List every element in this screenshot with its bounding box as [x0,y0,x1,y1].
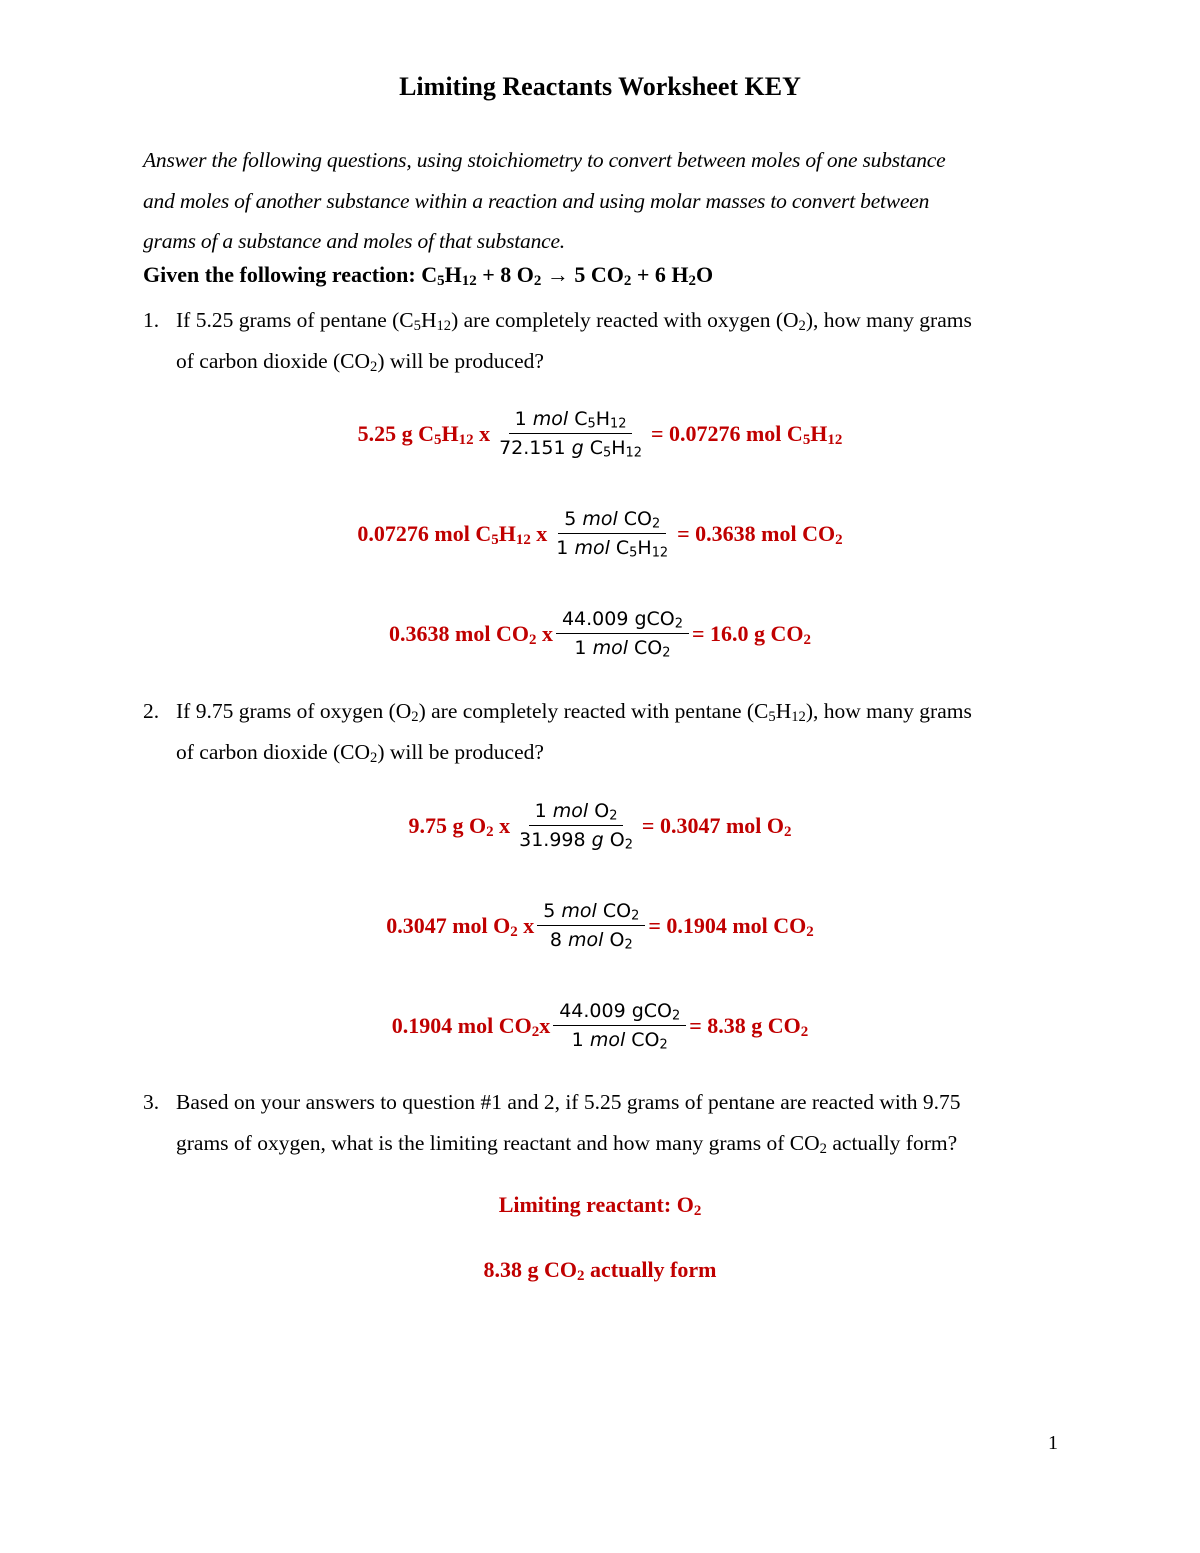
step-result: = 0.1904 mol $CO_2$ [648,912,814,940]
instructions [143,140,1063,262]
question-number: 3. [143,1090,160,1114]
question-number: 2. [143,699,160,723]
question-text-line: Based on your answers to question #1 and 2, if 5.25 grams of pentane are reacted with 9.75 [176,1090,961,1114]
question-2 [143,691,1063,772]
step-lhs: 0.3047 mol $O_2$ x [386,912,535,940]
fraction-denominator: 72.151 g $C_5H_{12}$ [499,437,642,461]
instructions-line: grams of a substance and moles of that substance. [143,229,565,253]
step-lhs: 0.07276 mol $C_5H_{12}$ x [357,520,548,548]
step-result: = 8.38 g $CO_2$ [689,1012,809,1040]
question-number: 1. [143,308,160,332]
step-result: = 0.3638 mol $CO_2$ [677,520,843,548]
q1-step-3 [0,608,1200,659]
conversion-fraction [553,1000,686,1051]
question-text-line: of carbon dioxide $(CO_2)$ will be produced? [176,739,544,766]
fraction-numerator: 5 mol $CO_2$ [558,508,666,534]
instructions-line: Answer the following questions, using stoichiometry to convert between moles of one substance [143,148,946,172]
conversion-fraction [550,508,674,559]
fraction-denominator: 31.998 g $O_2$ [519,829,633,853]
given-equation: $C_5H_{12} + 8$ $O_2 \to 5$ $CO_2 + 6$ $H_2O$ [421,262,714,289]
step-lhs: 9.75 g $O_2$ x [408,812,511,840]
page-title: Limiting Reactants Worksheet KEY [399,72,801,101]
fraction-denominator: 8 mol $O_2$ [549,929,633,953]
step-lhs: 0.1904 mol $CO_2x$ [391,1012,551,1040]
conversion-fraction [537,900,645,951]
fraction-numerator: 44.009 gCO$_2$ [556,608,689,634]
limiting-reactant-answer: Limiting reactant: $O_2$ [498,1192,702,1219]
q1-step-1 [0,408,1200,459]
question-text-line: If 5.25 grams of pentane $(C_5H_{12})$ are completely reacted with oxygen $(O_2)$, how many grams [176,308,972,334]
fraction-numerator: 44.009 gCO$_2$ [553,1000,686,1026]
fraction-numerator: 1 mol $O_2$ [529,800,624,826]
question-1 [143,300,1063,381]
conversion-fraction [556,608,689,659]
fraction-numerator: 1 mol $C_5H_{12}$ [509,408,633,434]
question-text-line: of carbon dioxide $(CO_2)$ will be produced? [176,348,544,375]
instructions-line: and moles of another substance within a reaction and using molar masses to convert between [143,188,930,213]
conversion-fraction [493,408,648,459]
fraction-denominator: 1 mol $C_5H_{12}$ [556,537,669,561]
fraction-denominator: 1 mol $CO_2$ [571,1029,668,1053]
given-reaction [143,262,713,288]
question-3 [143,1082,1063,1163]
actual-yield-answer: 8.38 g $CO_2$ actually form [483,1257,717,1284]
q2-step-3 [0,1000,1200,1051]
question-text-line: If 9.75 grams of oxygen $(O_2)$ are completely reacted with pentane $(C_5H_{12})$, how many grams [176,699,972,725]
step-result: = 0.3047 mol $O_2$ [641,812,792,840]
page-number: 1 [1048,1432,1058,1454]
step-result: = 0.07276 mol $C_5H_{12}$ [650,420,843,448]
conversion-fraction [513,800,639,851]
step-lhs: 0.3638 mol $CO_2$ x [389,620,553,648]
step-result: = 16.0 g $CO_2$ [691,620,811,648]
fraction-denominator: 1 mol $CO_2$ [574,637,671,661]
fraction-numerator: 5 mol $CO_2$ [537,900,645,926]
given-label: Given the following reaction: [143,262,416,287]
q1-step-2 [0,508,1200,559]
step-lhs: 5.25 g $C_5H_{12}$ x [357,420,491,448]
question-text-line: grams of oxygen, what is the limiting reactant and how many grams of $CO_2$ actually form? [176,1130,958,1157]
q2-step-2 [0,900,1200,951]
q2-step-1 [0,800,1200,851]
